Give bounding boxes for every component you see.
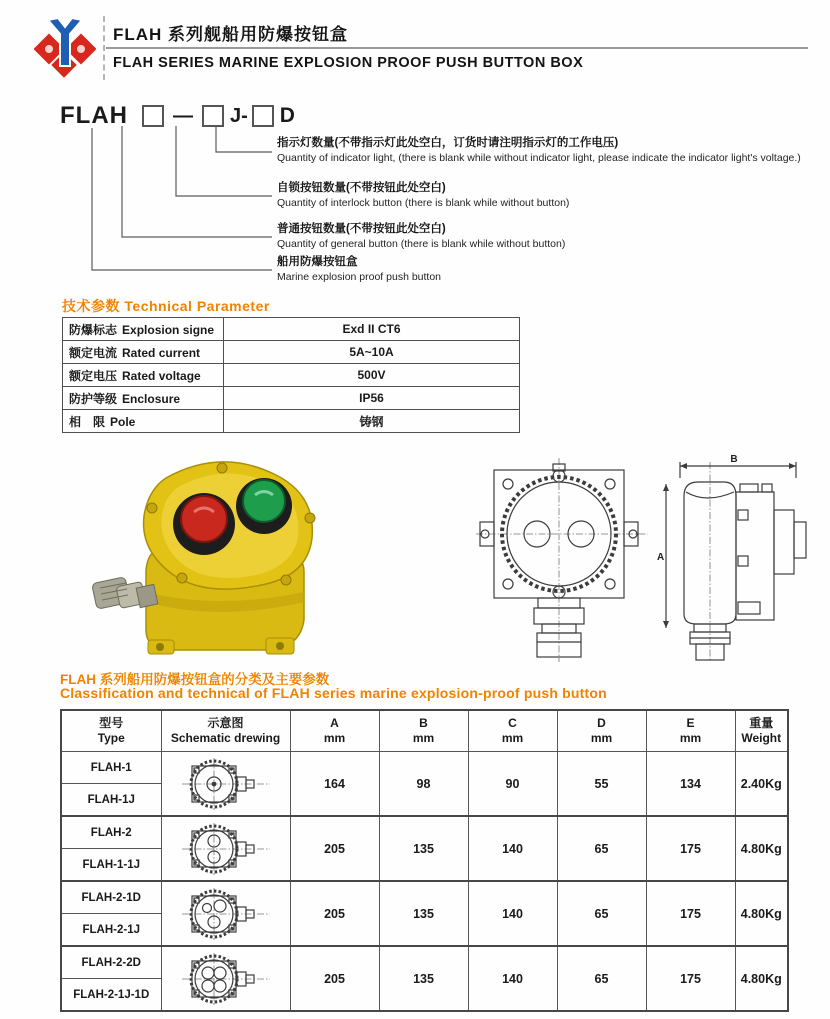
dim-d-cell: 65 <box>557 881 646 946</box>
table-row <box>63 341 520 364</box>
model-code-box-general <box>142 105 164 127</box>
weight-cell: 4.80Kg <box>735 816 788 881</box>
front-view-drawing <box>474 456 650 664</box>
dim-c-cell: 140 <box>468 816 557 881</box>
tech-parameter-table <box>62 317 520 433</box>
col-c: C mm <box>468 710 557 752</box>
dim-b-label: B <box>730 454 738 465</box>
param-label-en: Rated current <box>122 345 201 360</box>
schematic-drawing-icon <box>180 756 272 812</box>
dim-e-cell: 175 <box>646 816 735 881</box>
weight-cell: 4.80Kg <box>735 881 788 946</box>
callout-interlock-zh: 自锁按钮数量(不带按钮此处空白) <box>277 182 446 194</box>
table-row <box>63 410 520 433</box>
type-cell: FLAH-1J <box>61 784 161 817</box>
dim-d-cell: 55 <box>557 752 646 817</box>
param-value: 500V <box>224 364 520 387</box>
callout-series-name <box>277 255 441 284</box>
model-code-prefix: FLAH <box>60 102 128 129</box>
header-rule <box>106 47 808 49</box>
table-row <box>61 946 788 979</box>
classification-table <box>60 709 789 1012</box>
classification-heading-en: Classification and technical of FLAH series marine explosion-proof push button <box>60 685 607 701</box>
param-value: IP56 <box>224 387 520 410</box>
company-logo <box>34 14 96 82</box>
schematic-drawing-icon <box>180 886 272 942</box>
dim-a-cell: 205 <box>290 816 379 881</box>
callout-indicator-light <box>277 136 801 165</box>
callout-interlock-en: Quantity of interlock button (there is blank while without button) <box>277 197 570 209</box>
header-divider <box>103 16 105 80</box>
dim-e-cell: 175 <box>646 946 735 1011</box>
dim-b-cell: 98 <box>379 752 468 817</box>
table-header-row <box>61 710 788 752</box>
schematic-drawing-icon <box>180 821 272 877</box>
callout-general-en: Quantity of general button (there is blank while without button) <box>277 238 566 250</box>
dim-b-cell: 135 <box>379 816 468 881</box>
param-label-zh: 额定电流 <box>69 345 118 360</box>
type-cell: FLAH-2-2D <box>61 946 161 979</box>
type-cell: FLAH-1-1J <box>61 849 161 882</box>
param-label-en: Enclosure <box>122 391 181 406</box>
page-title-en: FLAH SERIES MARINE EXPLOSION PROOF PUSH BUTTON BOX <box>113 55 584 71</box>
table-row <box>63 318 520 341</box>
dim-a-cell: 205 <box>290 946 379 1011</box>
dim-b-cell: 135 <box>379 881 468 946</box>
table-row <box>63 364 520 387</box>
green-button-icon <box>236 478 292 534</box>
red-button-icon <box>173 493 235 555</box>
type-cell: FLAH-2-1J <box>61 914 161 947</box>
type-cell: FLAH-1 <box>61 752 161 784</box>
tech-parameter-heading: 技术参数 Technical Parameter <box>62 298 270 314</box>
table-row <box>63 387 520 410</box>
page-title-zh: FLAH 系列舰船用防爆按钮盒 <box>113 25 349 44</box>
callout-indicator-zh: 指示灯数量(不带指示灯此处空白，订货时请注明指示灯的工作电压) <box>277 137 619 149</box>
dim-c-cell: 140 <box>468 946 557 1011</box>
model-code-box-indicator <box>252 105 274 127</box>
side-view-drawing <box>650 452 812 664</box>
callout-series-zh: 船用防爆按钮盒 <box>277 256 358 268</box>
col-type: 型号 Type <box>61 710 161 752</box>
param-value: 铸钢 <box>224 410 520 433</box>
col-d: D mm <box>557 710 646 752</box>
model-code-d: D <box>279 104 295 127</box>
dim-c-cell: 140 <box>468 881 557 946</box>
weight-cell: 4.80Kg <box>735 946 788 1011</box>
schematic-cell <box>161 816 290 881</box>
model-code-dash: — <box>172 104 193 127</box>
callout-indicator-en: Quantity of indicator light, (there is blank while without indicator light, please indicate the indicator light's voltage.) <box>277 152 801 164</box>
dim-a-cell: 205 <box>290 881 379 946</box>
param-label-en: Rated voltage <box>122 368 201 383</box>
dim-e-cell: 175 <box>646 881 735 946</box>
dim-a-cell: 164 <box>290 752 379 817</box>
col-weight: 重量 Weight <box>735 710 788 752</box>
dimension-a <box>657 484 669 628</box>
callout-general-zh: 普通按钮数量(不带按钮此处空白) <box>277 223 446 235</box>
type-cell: FLAH-2-1D <box>61 881 161 914</box>
dim-e-cell: 134 <box>646 752 735 817</box>
col-a: A mm <box>290 710 379 752</box>
weight-cell: 2.40Kg <box>735 752 788 817</box>
model-code <box>60 103 295 129</box>
param-label-en: Explosion signe <box>122 322 215 337</box>
model-code-box-interlock <box>202 105 224 127</box>
callout-general-button <box>277 222 565 251</box>
col-b: B mm <box>379 710 468 752</box>
type-cell: FLAH-2 <box>61 816 161 849</box>
dim-c-cell: 90 <box>468 752 557 817</box>
param-value: Exd II CT6 <box>224 318 520 341</box>
col-e: E mm <box>646 710 735 752</box>
model-code-j: J- <box>229 104 248 127</box>
param-label-zh: 额定电压 <box>69 368 118 383</box>
callout-interlock-button <box>277 181 569 210</box>
dim-d-cell: 65 <box>557 816 646 881</box>
dim-a-label: A <box>657 552 665 563</box>
schematic-cell <box>161 752 290 817</box>
dimension-b <box>680 454 796 478</box>
table-row <box>61 752 788 784</box>
param-value: 5A~10A <box>224 341 520 364</box>
dim-d-cell: 65 <box>557 946 646 1011</box>
param-label-en: Pole <box>110 414 136 429</box>
param-label-zh: 相 限 <box>69 414 106 429</box>
schematic-cell <box>161 946 290 1011</box>
schematic-drawing-icon <box>180 951 272 1007</box>
schematic-cell <box>161 881 290 946</box>
dim-b-cell: 135 <box>379 946 468 1011</box>
table-row <box>61 881 788 914</box>
param-label-zh: 防护等级 <box>69 391 118 406</box>
callout-series-en: Marine explosion proof push button <box>277 271 442 283</box>
product-photo <box>88 452 356 660</box>
table-row <box>61 816 788 849</box>
type-cell: FLAH-2-1J-1D <box>61 979 161 1012</box>
col-schematic: 示意图 Schematic drewing <box>161 710 290 752</box>
classification-heading-zh: FLAH 系列船用防爆按钮盒的分类及主要参数 <box>60 672 330 687</box>
param-label-zh: 防爆标志 <box>69 322 118 337</box>
